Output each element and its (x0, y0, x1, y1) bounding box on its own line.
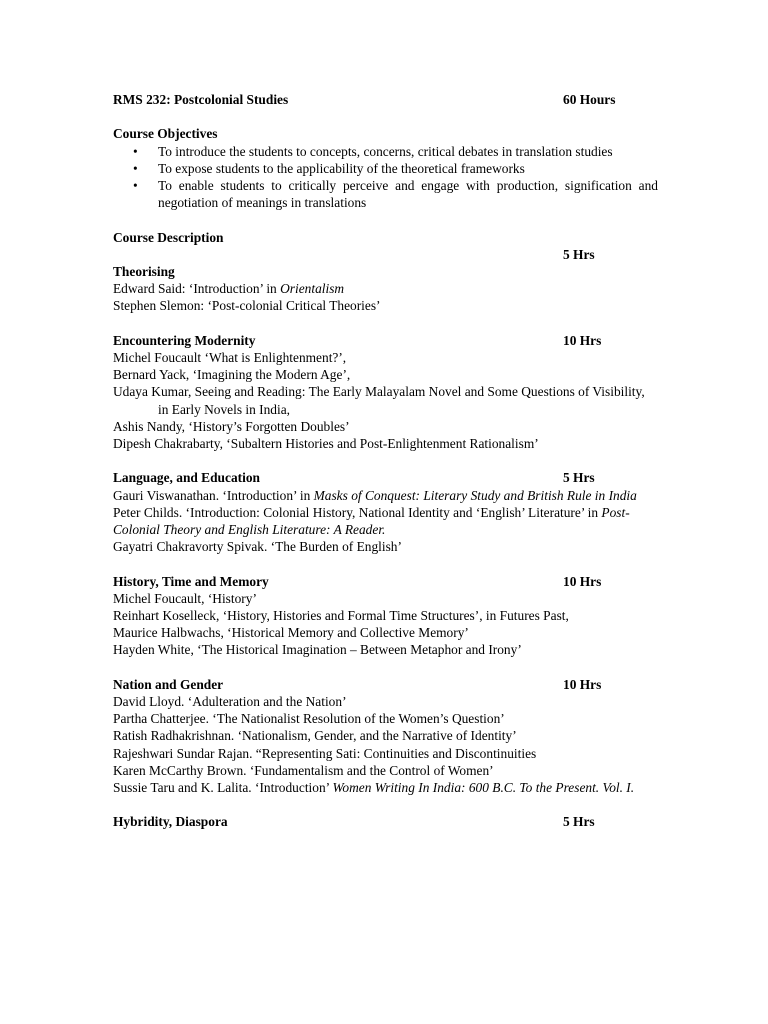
reading-item (113, 366, 658, 383)
reading-text: Stephen Slemon: ‘Post-colonial Critical Theories’ (113, 298, 381, 314)
reading-item (113, 435, 658, 452)
description-title: Course Description (113, 229, 224, 245)
reading-item (113, 418, 658, 435)
reading-text: Maurice Halbwachs, ‘Historical Memory and Collective Memory’ (113, 625, 469, 641)
reading-text: David Lloyd. ‘Adulteration and the Nation’ (113, 694, 347, 710)
reading-item (113, 762, 658, 779)
reading-text: Ratish Radhakrishnan. ‘Nationalism, Gender, and the Narrative of Identity’ (113, 728, 517, 744)
section-title: Encountering Modernity (113, 332, 256, 348)
section-header (113, 332, 658, 349)
section-title: Theorising (113, 264, 175, 279)
section-header (113, 263, 658, 280)
objectives-title: Course Objectives (113, 126, 218, 142)
reading-item (113, 710, 658, 727)
section-title: Nation and Gender (113, 676, 224, 692)
reading-item (113, 487, 658, 504)
reading-text: Hayden White, ‘The Historical Imagination – Between Metaphor and Irony’ (113, 642, 522, 658)
section-hours: 10 Hrs (563, 676, 602, 692)
reading-item (113, 349, 658, 366)
reading-work-title: Masks of Conquest: Literary Study and British Rule in India (313, 487, 637, 503)
reading-text: Rajeshwari Sundar Rajan. “Representing Sati: Continuities and Discontinuities (113, 745, 537, 761)
bullet-icon: • (133, 143, 138, 159)
reading-item (113, 641, 658, 658)
reading-work-title: Post-Colonial Theory and English Literature: A Reader. (113, 504, 630, 538)
reading-item (113, 624, 658, 641)
bullet-icon: • (133, 160, 138, 176)
reading-item (113, 779, 658, 796)
reading-item (113, 538, 658, 555)
reading-text: Reinhart Koselleck, ‘History, Histories and Formal Time Structures’, in Futures Past, (113, 608, 569, 624)
course-hours: 60 Hours (563, 92, 616, 107)
reading-text: Ashis Nandy, ‘History’s Forgotten Doubles’ (113, 418, 350, 434)
reading-text: Partha Chatterjee. ‘The Nationalist Resolution of the Women’s Question’ (113, 711, 505, 727)
section-title: History, Time and Memory (113, 573, 269, 589)
reading-text: Udaya Kumar, Seeing and Reading: The Early Malayalam Novel and Some Questions of Visibility, in Early Novels in India, (113, 384, 645, 417)
reading-text: Sussie Taru and K. Lalita. ‘Introduction’ (113, 780, 333, 796)
course-content (113, 91, 658, 831)
section-hours: 5 Hrs (563, 470, 595, 486)
reading-item (113, 280, 658, 297)
section-hours: 10 Hrs (563, 332, 602, 348)
reading-item (113, 745, 658, 762)
reading-text: Karen McCarthy Brown. ‘Fundamentalism and the Control of Women’ (113, 762, 494, 778)
reading-work-title: Women Writing In India: 600 B.C. To the Present. Vol. I. (332, 780, 635, 796)
section-header (113, 469, 658, 486)
objectives-list (113, 143, 658, 212)
reading-text: Michel Foucault ‘What is Enlightenment?’, (113, 350, 347, 365)
course-header (113, 91, 658, 108)
reading-work-title: Orientalism (280, 281, 345, 297)
reading-item (113, 607, 658, 624)
reading-item (113, 590, 658, 607)
reading-item (113, 504, 658, 538)
reading-item (113, 383, 658, 417)
reading-text: Gauri Viswanathan. ‘Introduction’ in (113, 487, 314, 503)
reading-text: Gayatri Chakravorty Spivak. ‘The Burden of English’ (113, 539, 402, 555)
reading-text: Dipesh Chakrabarty, ‘Subaltern Histories and Post-Enlightenment Rationalism’ (113, 436, 539, 452)
section-header (113, 813, 658, 830)
description-hours: 5 Hrs (563, 246, 595, 262)
objective-item: • To enable students to critically perceive and engage with production, signification and negotiation of meanings in translations (133, 178, 658, 211)
reading-item (113, 727, 658, 744)
sections-container (113, 263, 658, 831)
objective-item: • To expose students to the applicability of the theoretical frameworks (133, 160, 525, 176)
reading-text: Bernard Yack, ‘Imagining the Modern Age’, (113, 367, 351, 383)
reading-text: Michel Foucault, ‘History’ (113, 590, 257, 606)
reading-item (113, 693, 658, 710)
section-hours: 5 Hrs (563, 814, 595, 830)
reading-text: Peter Childs. ‘Introduction: Colonial History, National Identity and ‘English’ Literature’ in (113, 504, 602, 520)
section-header (113, 573, 658, 590)
reading-item (113, 297, 658, 314)
section-hours: 10 Hrs (563, 573, 602, 589)
section-title: Hybridity, Diaspora (113, 814, 228, 830)
objective-item: • To introduce the students to concepts, concerns, critical debates in translation studies (133, 143, 613, 159)
section-title: Language, and Education (113, 470, 260, 486)
section-header (113, 676, 658, 693)
bullet-icon: • (133, 178, 138, 193)
reading-text: Edward Said: ‘Introduction’ in (113, 281, 281, 297)
course-title: RMS 232: Postcolonial Studies (113, 92, 289, 107)
